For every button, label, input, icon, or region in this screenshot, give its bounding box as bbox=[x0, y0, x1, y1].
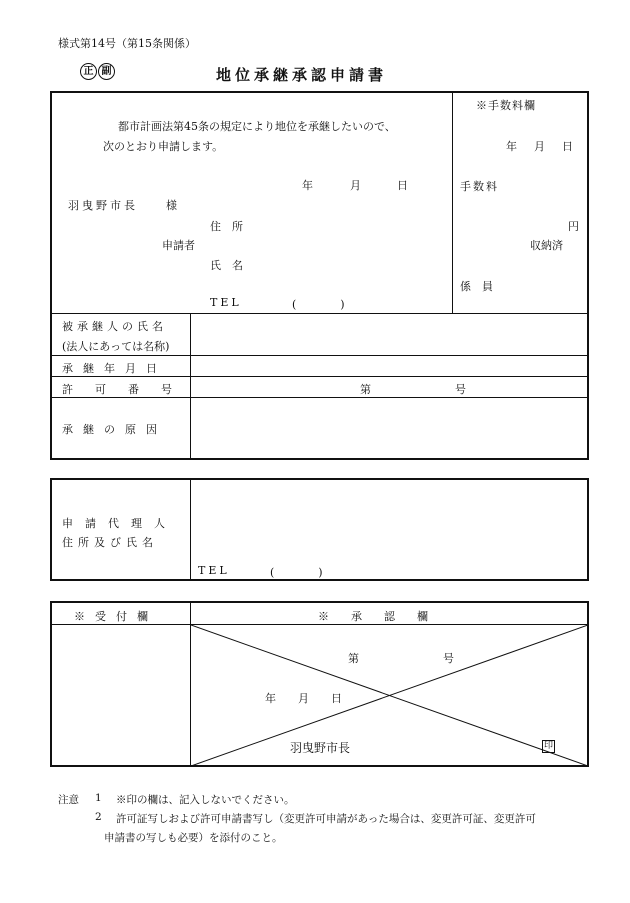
name-label: 氏 名 bbox=[210, 259, 243, 272]
date-year: 年 bbox=[302, 179, 313, 192]
permit-number-label: 許可番号 bbox=[62, 383, 194, 396]
date-month: 月 bbox=[350, 179, 361, 192]
predecessor-name-label: 被承継人の氏名 bbox=[62, 320, 167, 333]
form-number: 様式第14号（第15条関係） bbox=[58, 37, 196, 50]
note-1-text: ※印の欄は、記入しないでください。 bbox=[116, 794, 295, 806]
note-2-number: 2 bbox=[95, 811, 102, 823]
predecessor-name-note: (法人にあっては名称) bbox=[62, 340, 170, 353]
copy-marks bbox=[80, 63, 116, 80]
tel-label: TEL bbox=[210, 296, 242, 309]
date-day: 日 bbox=[397, 179, 408, 192]
approval-date: 年 月 日 bbox=[265, 692, 342, 705]
fee-yen: 円 bbox=[568, 220, 579, 233]
approval-mayor: 羽曳野市長 bbox=[290, 741, 351, 755]
approval-cross bbox=[191, 625, 588, 766]
note-1-number: 1 bbox=[95, 792, 102, 804]
note-2-continuation: 申請書の写しも必要）を添付のこと。 bbox=[104, 832, 283, 844]
agent-tel-paren: ( ) bbox=[270, 566, 323, 579]
page-title: 地位承継承認申請書 bbox=[216, 66, 388, 84]
note-2-text: 許可証写しおよび許可申請書写し（変更許可申請があった場合は、変更許可証、変更許可 bbox=[116, 813, 536, 825]
fee-date: 年 月 日 bbox=[506, 140, 576, 153]
fee-paid: 収納済 bbox=[530, 239, 563, 252]
duplicate-mark: 副 bbox=[98, 63, 115, 80]
original-mark: 正 bbox=[80, 63, 97, 80]
address-label: 住 所 bbox=[210, 220, 243, 233]
intro-line-2: 次のとおり申請します。 bbox=[103, 140, 224, 153]
reception-header: ※受付欄 bbox=[74, 610, 158, 623]
note-caution: 注意 bbox=[58, 794, 79, 806]
fee-clerk: 係 員 bbox=[460, 280, 493, 293]
tel-paren: ( ) bbox=[292, 298, 345, 311]
approval-dai: 第 bbox=[348, 652, 359, 665]
applicant-label: 申請者 bbox=[162, 239, 195, 252]
fee-divider bbox=[452, 92, 453, 313]
succession-reason-label: 承継の原因 bbox=[62, 423, 167, 436]
fee-label: 手数料 bbox=[460, 180, 499, 193]
permit-number-go: 号 bbox=[455, 383, 466, 396]
intro-line-1: 都市計画法第45条の規定により地位を承継したいので、 bbox=[118, 120, 396, 133]
approval-header: ※承認欄 bbox=[318, 610, 450, 623]
permit-number-dai: 第 bbox=[360, 383, 371, 396]
fee-header: ※手数料欄 bbox=[476, 99, 536, 112]
approval-go: 号 bbox=[443, 652, 454, 665]
addressee: 羽曳野市長 様 bbox=[68, 199, 180, 212]
succession-date-label: 承継年月日 bbox=[62, 362, 167, 375]
agent-label-line1: 申請代理人 bbox=[62, 517, 177, 530]
agent-label-line2: 住所及び氏名 bbox=[62, 536, 158, 549]
agent-tel-label: TEL bbox=[198, 564, 230, 577]
approval-seal: 印 bbox=[543, 741, 553, 751]
